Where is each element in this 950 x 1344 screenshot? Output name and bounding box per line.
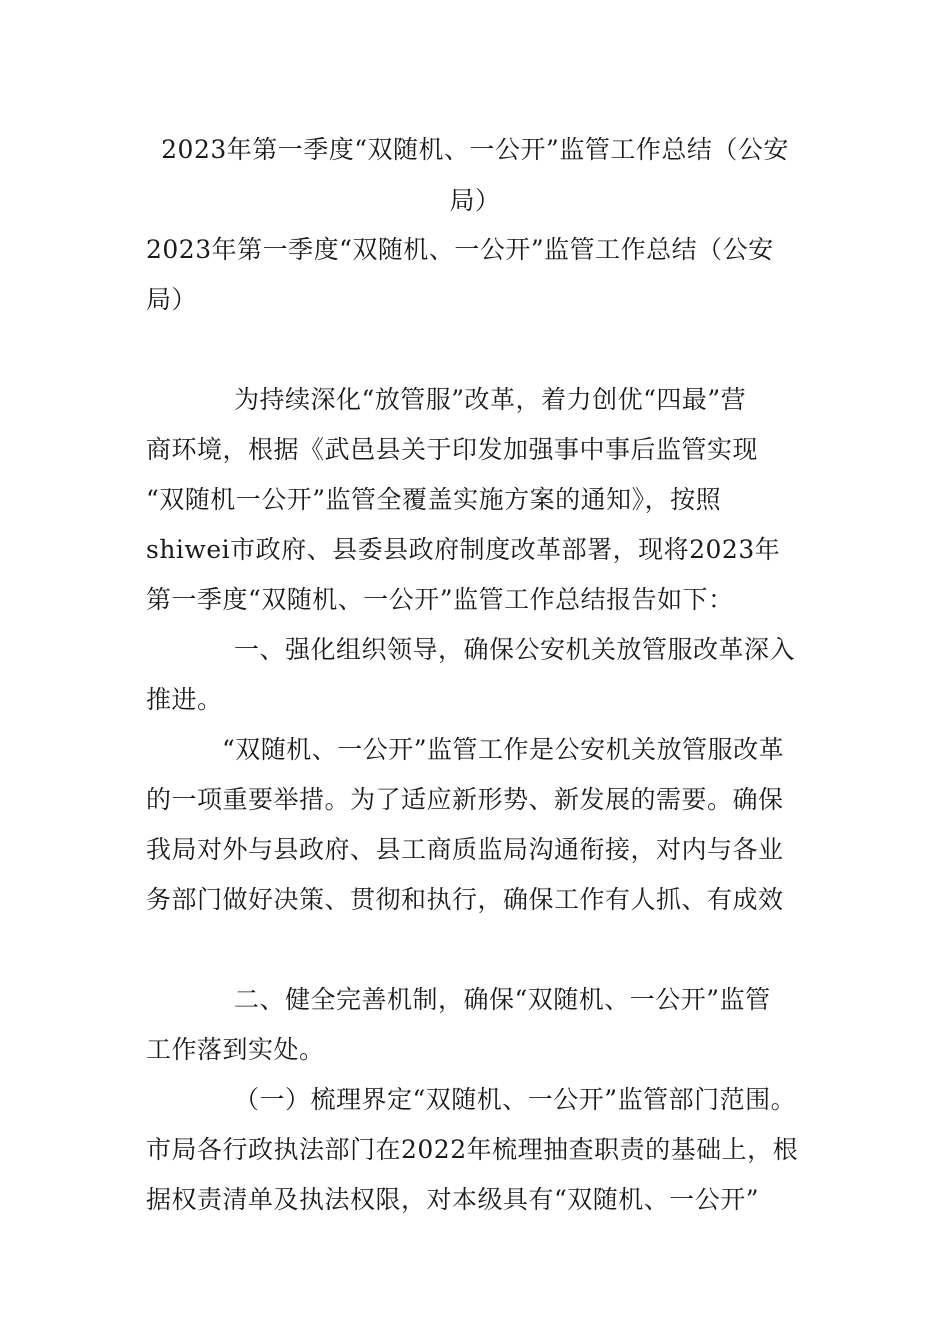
paragraph-2-line-1: “双随机、一公开”监管工作是公安机关放管服改革 bbox=[222, 735, 785, 764]
paragraph-1-line-3: “双随机一公开”监管全覆盖实施方案的通知》，按照 bbox=[146, 485, 722, 514]
document-title-line-1: 2023年第一季度“双随机、一公开”监管工作总结（公安 bbox=[161, 135, 789, 164]
heading-2-line-2: 工作落到实处。 bbox=[146, 1035, 325, 1064]
paragraph-1-line-4: shiwei市政府、县委县政府制度改革部署，现将2023年 bbox=[146, 535, 781, 564]
heading-2-line-1: 二、健全完善机制，确保“双随机、一公开”监管 bbox=[234, 985, 771, 1014]
paragraph-2-line-3: 我局对外与县政府、县工商质监局沟通衔接，对内与各业 bbox=[146, 835, 784, 864]
repeated-title-line-2: 局） bbox=[146, 285, 198, 314]
paragraph-1-line-5: 第一季度“双随机、一公开”监管工作总结报告如下： bbox=[146, 585, 734, 614]
paragraph-1-line-2: 商环境，根据《武邑县关于印发加强事中事后监管实现 bbox=[146, 435, 759, 464]
paragraph-1-line-1: 为持续深化“放管服”改革，着力创优“四最”营 bbox=[234, 385, 747, 414]
document-title-line-2: 局） bbox=[449, 186, 501, 215]
subheading-1-line-1: （一）梳理界定“双随机、一公开”监管部门范围。 bbox=[234, 1085, 797, 1114]
repeated-title-line-1: 2023年第一季度“双随机、一公开”监管工作总结（公安 bbox=[146, 235, 774, 264]
subheading-1-line-2: 市局各行政执法部门在2022年梳理抽查职责的基础上，根 bbox=[146, 1135, 799, 1164]
paragraph-2-line-2: 的一项重要举措。为了适应新形势、新发展的需要。确保 bbox=[146, 785, 784, 814]
subheading-1-line-3: 据权责清单及执法权限，对本级具有“双随机、一公开” bbox=[146, 1185, 760, 1214]
paragraph-2-line-4: 务部门做好决策、贯彻和执行，确保工作有人抓、有成效 bbox=[146, 885, 784, 914]
heading-1-line-2: 推进。 bbox=[146, 685, 223, 714]
heading-1-line-1: 一、强化组织领导，确保公安机关放管服改革深入 bbox=[234, 635, 796, 664]
